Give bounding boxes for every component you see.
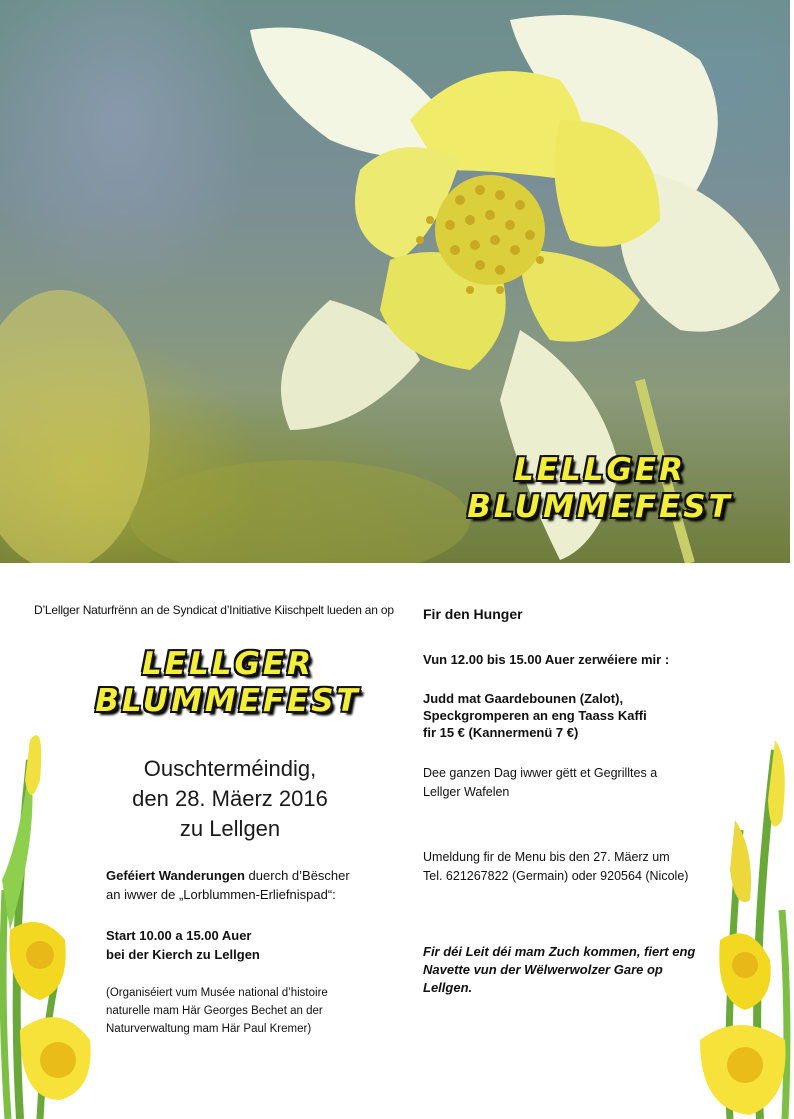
walk-bold: Geféiert Wanderungen xyxy=(106,868,245,883)
registration-text xyxy=(423,848,688,886)
signup-line2: Tel. 621267822 (Germain) oder 920564 (Nicole) xyxy=(423,869,689,883)
shuttle-line3: Lellgen. xyxy=(423,980,473,995)
menu-line3: fir 15 € (Kannermenü 7 €) xyxy=(423,725,579,740)
org-line1: (Organiséiert vum Musée national d’histoire xyxy=(106,987,328,999)
date-line3: zu Lellgen xyxy=(179,816,281,841)
menu-line1: Judd mat Gaardebounen (Zalot), xyxy=(423,691,624,706)
food-hours: Vun 12.00 bis 15.00 Auer zerwéiere mir : xyxy=(423,652,670,667)
shuttle-line1: Fir déi Leit déi mam Zuch kommen, fiert eng xyxy=(423,944,696,959)
date-line1: Ouschterméindig, xyxy=(143,756,317,781)
bbq-line1: Dee ganzen Dag iwwer gëtt et Gegrilltes a xyxy=(423,766,658,780)
logo-title-line1: LELLGER xyxy=(142,646,314,682)
shuttle-info xyxy=(423,943,723,997)
walk-rest: duerch d’Bëscher xyxy=(244,868,350,883)
organizer-note xyxy=(106,984,376,1038)
walk-line2: an iwwer de „Lorblummen-Erliefnispad“: xyxy=(106,887,336,902)
grill-waffles-text xyxy=(423,764,657,802)
guided-walks-text xyxy=(106,866,350,904)
menu-text xyxy=(423,690,647,741)
walk-line1 xyxy=(106,866,350,885)
bbq-line2: Lellger Wafelen xyxy=(423,785,510,799)
daffodils-right-decoration xyxy=(690,710,794,1119)
start-line2: bei der Kierch zu Lellgen xyxy=(106,947,260,962)
hero-title-line2: BLUMMEFEST xyxy=(467,489,733,525)
event-date-block xyxy=(110,754,350,844)
start-times-text xyxy=(106,926,260,964)
logo-title-line2: BLUMMEFEST xyxy=(95,683,361,719)
org-line3: Naturverwaltung mam Här Paul Kremer) xyxy=(106,1023,312,1035)
org-line2: naturelle mam Här Georges Bechet an der xyxy=(106,1005,323,1017)
menu-line2: Speckgromperen an eng Taass Kaffi xyxy=(423,708,647,723)
food-section-title: Fir den Hunger xyxy=(423,606,523,622)
date-line2: den 28. Mäerz 2016 xyxy=(132,786,328,811)
event-logo-title xyxy=(78,646,378,720)
hero-event-title xyxy=(455,452,745,526)
start-line1: Start 10.00 a 15.00 Auer xyxy=(106,928,252,943)
daffodils-left-decoration xyxy=(0,700,110,1119)
shuttle-line2: Navette vun der Wëlwerwolzer Gare op xyxy=(423,962,663,977)
signup-line1: Umeldung fir de Menu bis den 27. Mäerz um xyxy=(423,850,670,864)
hero-title-line1: LELLGER xyxy=(514,452,686,488)
invitation-intro: D’Lellger Naturfrënn an de Syndicat d’Initiative Kiischpelt lueden an op xyxy=(34,603,394,617)
